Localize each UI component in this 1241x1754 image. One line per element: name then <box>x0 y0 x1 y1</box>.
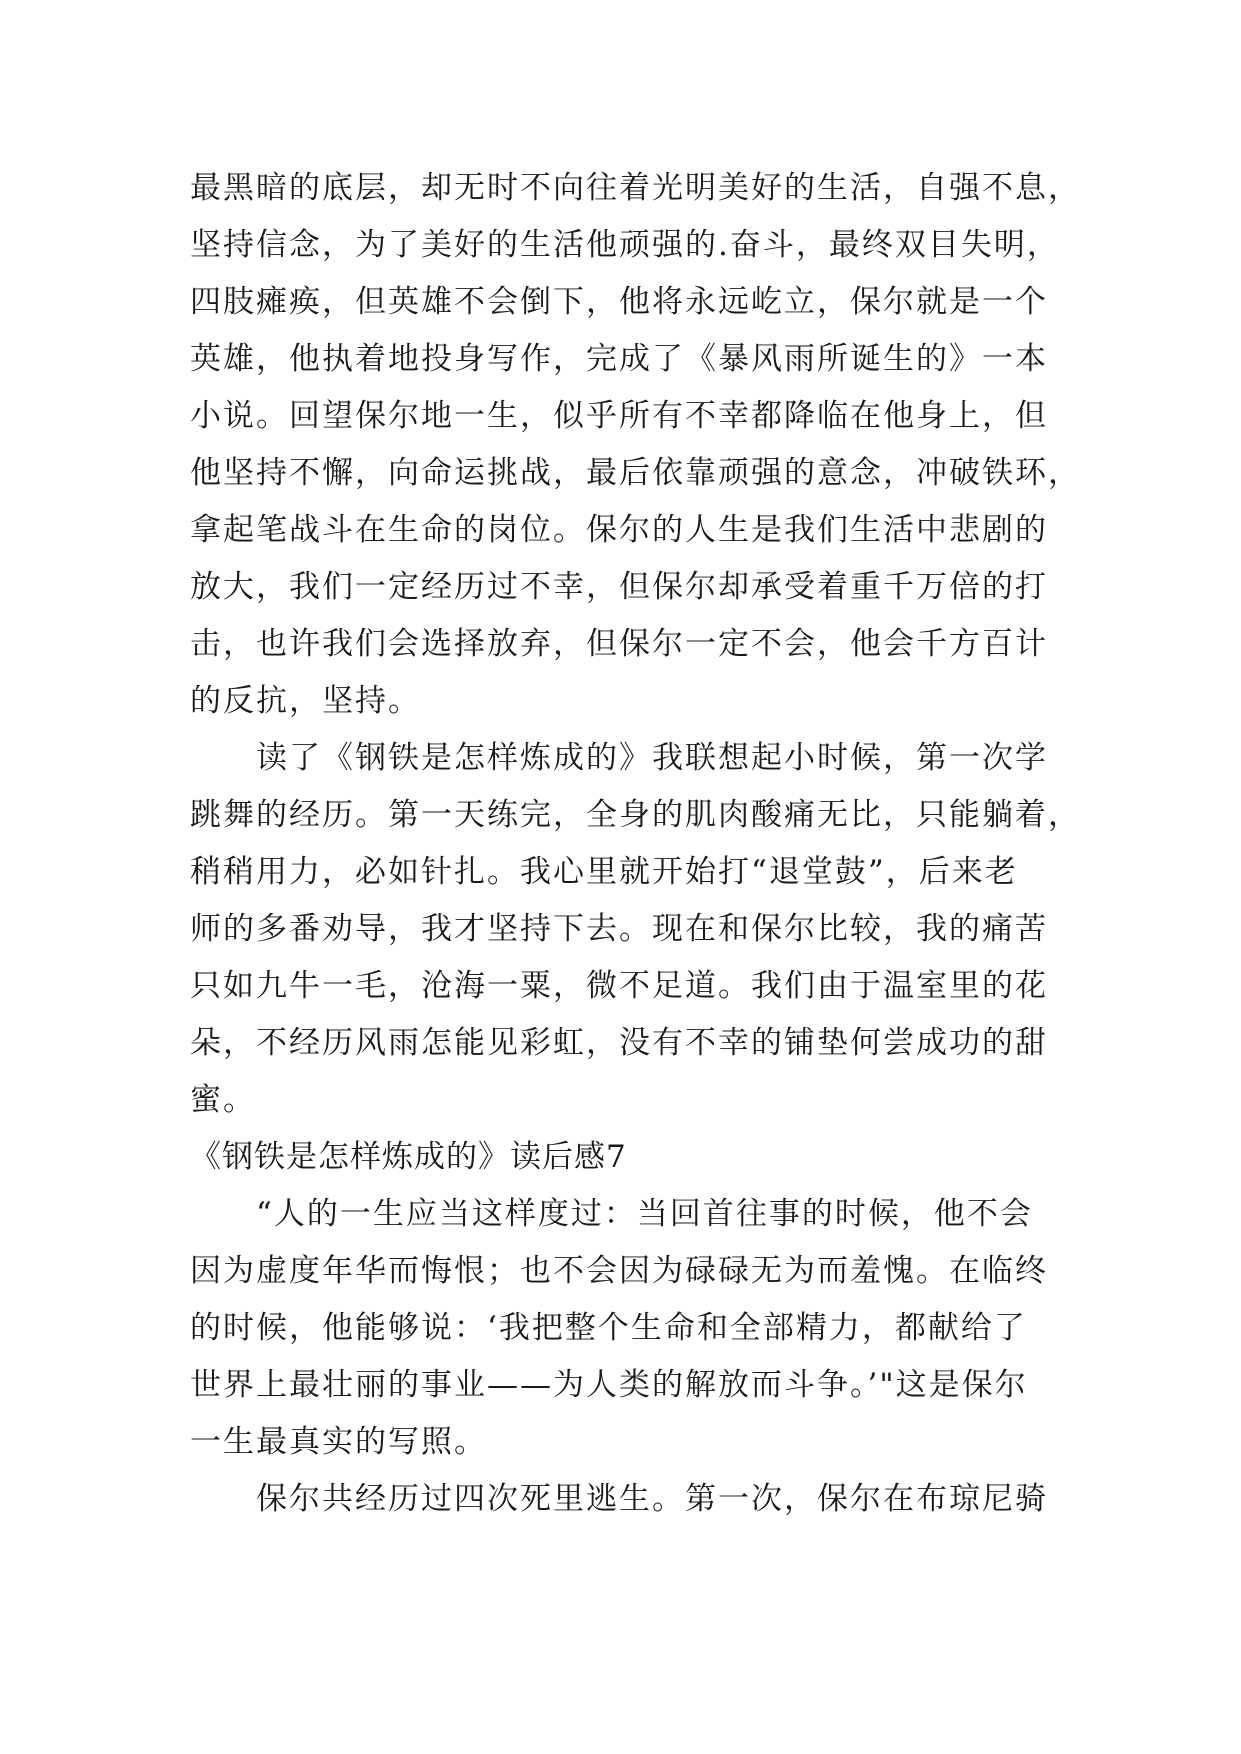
text-line: 一生最真实的写照。 <box>190 1424 487 1460</box>
text-line: 英雄，他执着地投身写作，完成了《暴风雨所诞生的》一本 <box>190 341 1048 377</box>
text-line: 他坚持不懈，向命运挑战，最后依靠顽强的意念，冲破铁环， <box>190 455 1081 491</box>
text-line: 放大，我们一定经历过不幸，但保尔却承受着重千万倍的打 <box>190 569 1048 605</box>
text-line: 坚持信念，为了美好的生活他顽强的.奋斗，最终双目失明， <box>190 227 1060 263</box>
text-line: “人的一生应当这样度过：当回首往事的时候，他不会 <box>256 1196 1033 1232</box>
text-line: 的时候，他能够说：‘我把整个生命和全部精力，都献给了 <box>190 1310 1027 1346</box>
text-line: 最黑暗的底层，却无时不向往着光明美好的生活，自强不息， <box>190 170 1081 206</box>
text-line: 师的多番劝导，我才坚持下去。现在和保尔比较，我的痛苦 <box>190 911 1048 947</box>
text-line: 的反抗，坚持。 <box>190 683 421 719</box>
text-line: 世界上最壮丽的事业——为人类的解放而斗争。’"这是保尔 <box>190 1367 1028 1403</box>
paragraph <box>190 160 1081 730</box>
text-line: 读了《钢铁是怎样炼成的》我联想起小时候，第一次学 <box>256 740 1048 776</box>
text-line: 只如九牛一毛，沧海一粟，微不足道。我们由于温室里的花 <box>190 968 1048 1004</box>
paragraph <box>190 730 1081 1129</box>
text-line: 拿起笔战斗在生命的岗位。保尔的人生是我们生活中悲剧的 <box>190 512 1048 548</box>
text-line: 四肢瘫痪，但英雄不会倒下，他将永远屹立，保尔就是一个 <box>190 284 1048 320</box>
text-line: 稍稍用力，必如针扎。我心里就开始打“退堂鼓”，后来老 <box>190 854 1018 890</box>
text-line: 小说。回望保尔地一生，似乎所有不幸都降临在他身上，但 <box>190 398 1048 434</box>
paragraph <box>190 1471 1060 1528</box>
document-body <box>190 160 1081 1528</box>
text-line: 朵，不经历风雨怎能见彩虹，没有不幸的铺垫何尝成功的甜 <box>190 1025 1048 1061</box>
text-line: 蜜。 <box>190 1082 256 1118</box>
text-line: 跳舞的经历。第一天练完，全身的肌肉酸痛无比，只能躺着， <box>190 797 1081 833</box>
text-line: 因为虚度年华而悔恨；也不会因为碌碌无为而羞愧。在临终 <box>190 1253 1048 1289</box>
text-line: 击，也许我们会选择放弃，但保尔一定不会，他会千方百计 <box>190 626 1048 662</box>
text-line: 保尔共经历过四次死里逃生。第一次，保尔在布琼尼骑 <box>256 1481 1048 1517</box>
section-title: 《钢铁是怎样炼成的》读后感7 <box>190 1139 627 1175</box>
paragraph <box>190 1186 1060 1471</box>
